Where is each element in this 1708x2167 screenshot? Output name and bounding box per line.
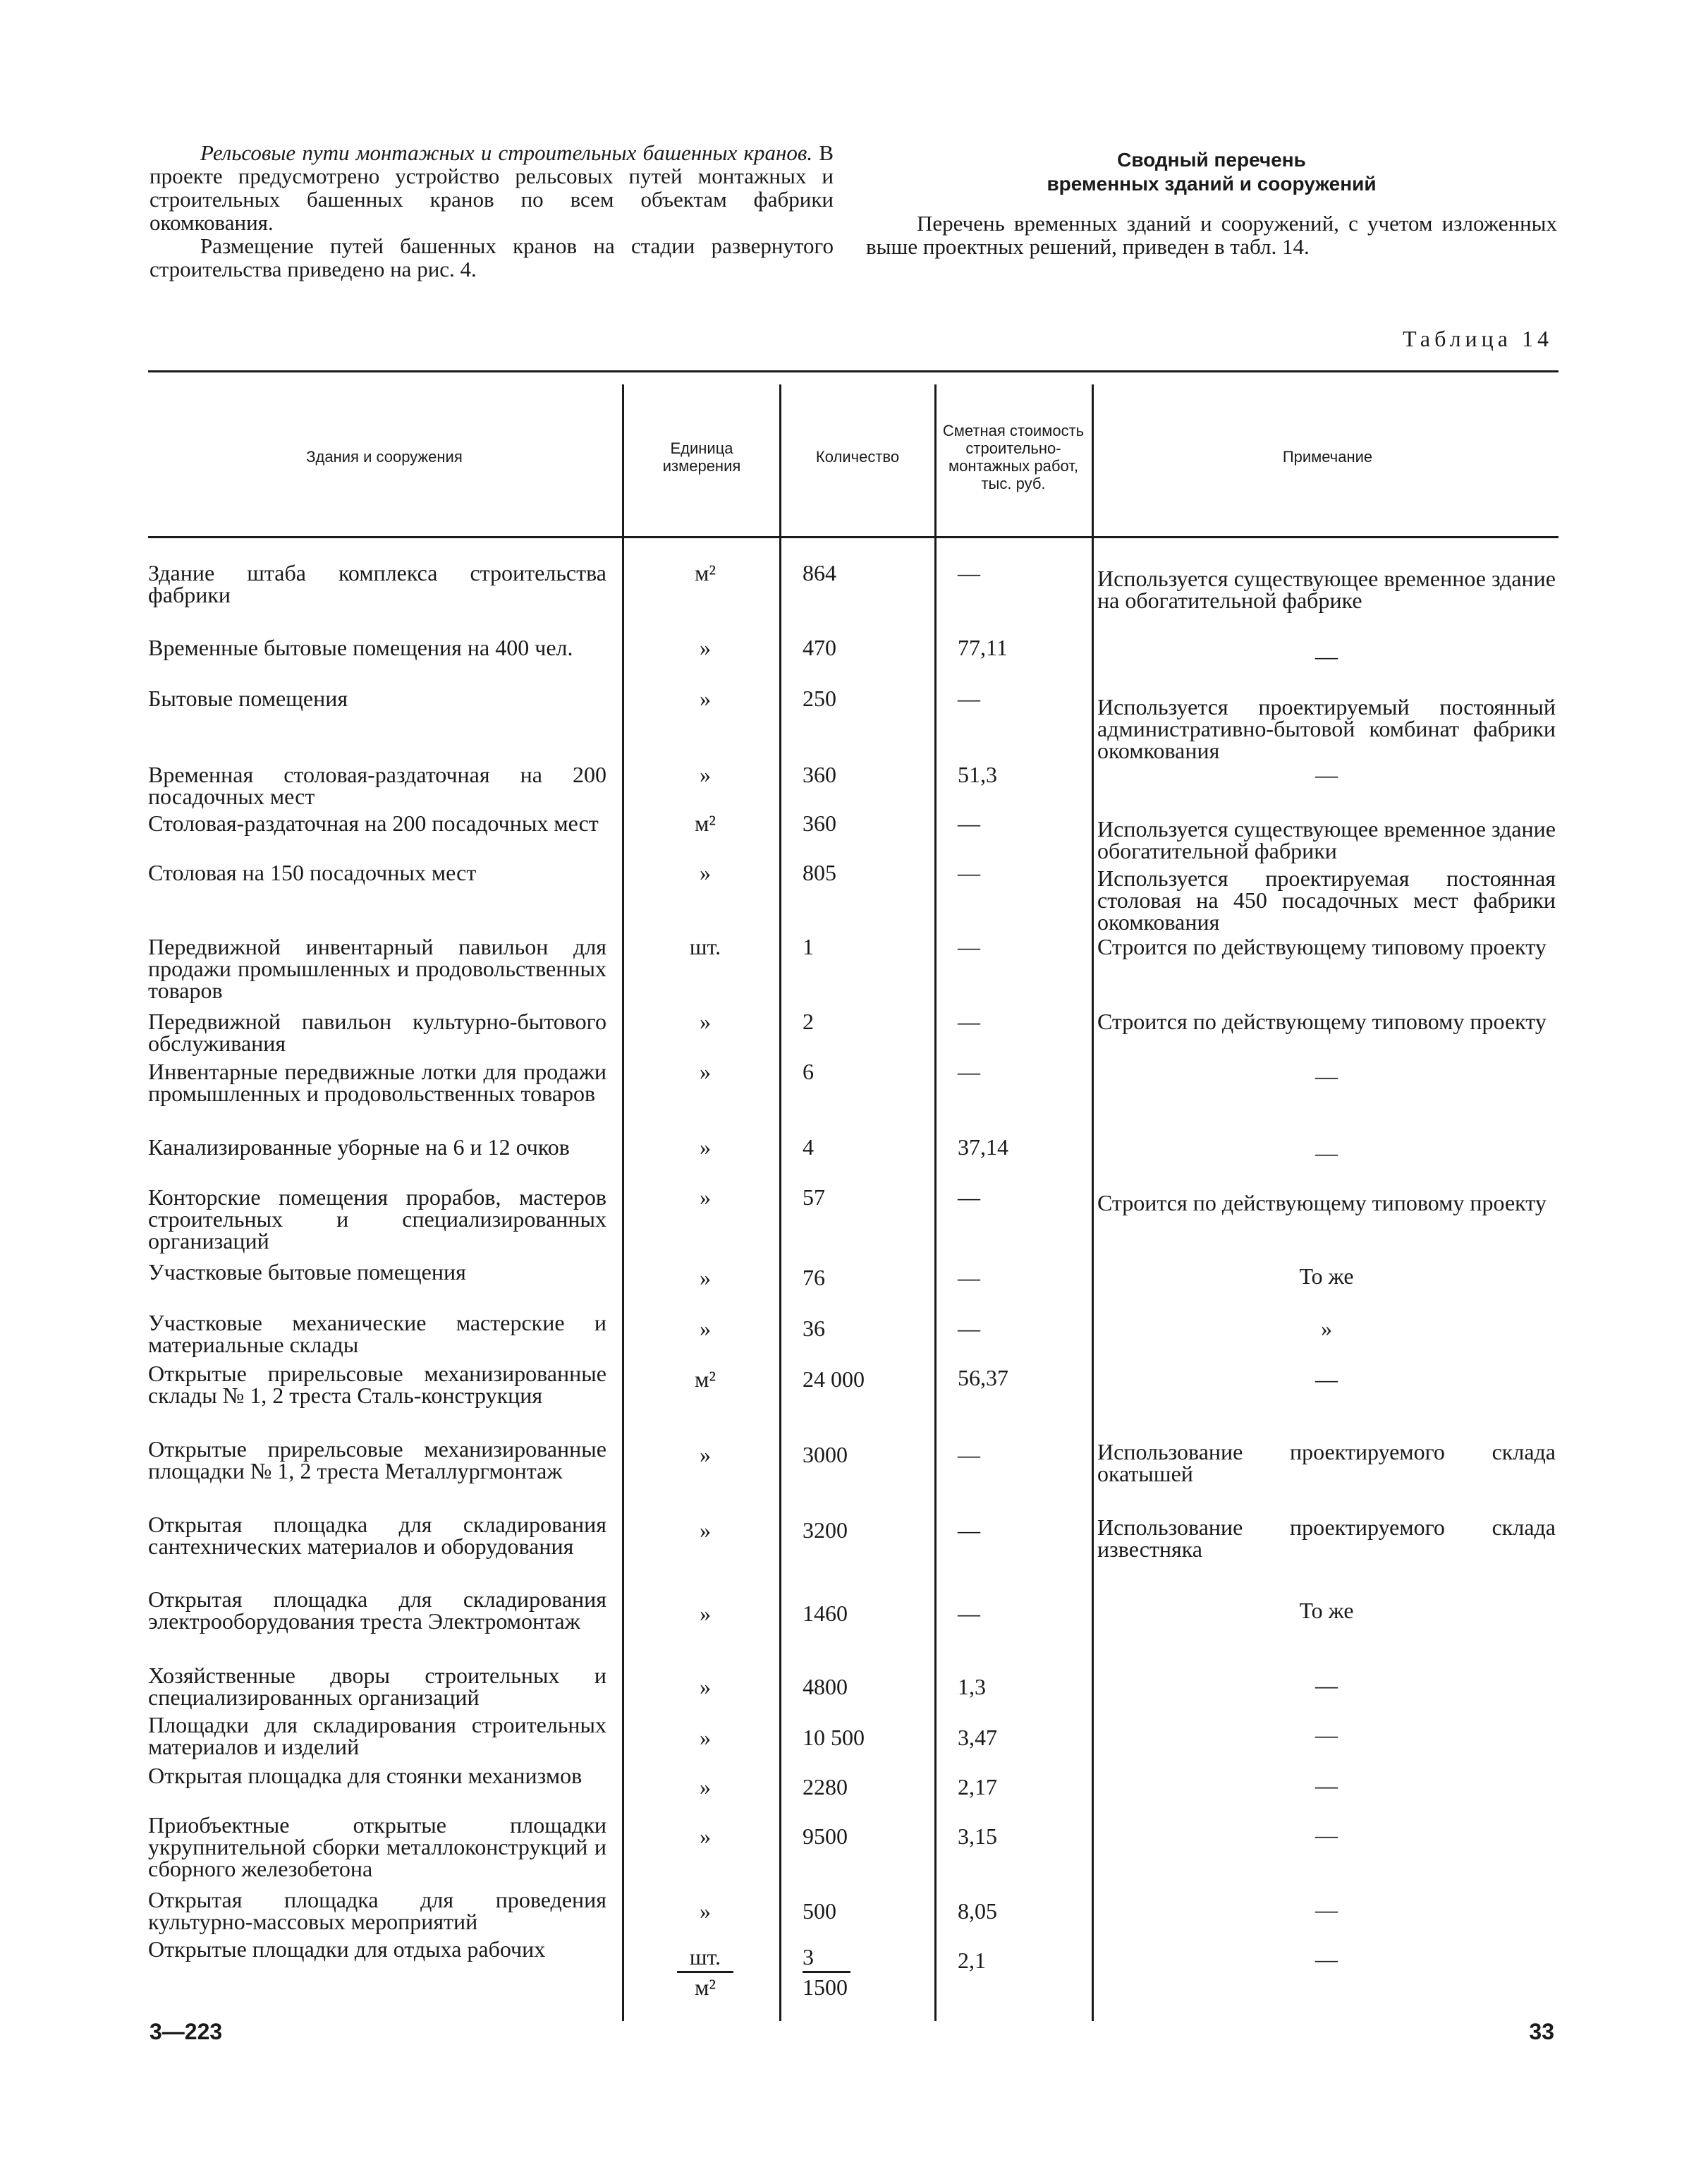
- summary-heading-line2: временных зданий и сооружений: [1047, 173, 1377, 195]
- cell-qty: 4800: [803, 1674, 848, 1699]
- cell-qty: 4: [803, 1134, 814, 1160]
- cell-cost: 2,1: [958, 1948, 986, 1973]
- cell-name: Инвентарные передвижные лотки для продажи промышленных и продовольственных товаров: [148, 1059, 606, 1106]
- cell-qty: 500: [803, 1898, 836, 1924]
- cell-unit: »: [700, 1134, 711, 1160]
- cell-name: Открытые прирельсовые механизированные склады № 1, 2 треста Сталь-конструкция: [148, 1361, 606, 1408]
- cell-name: Бытовые помещения: [148, 686, 348, 711]
- cell-cost: 8,05: [958, 1898, 997, 1924]
- cell-qty: 57: [803, 1184, 825, 1210]
- page-number: 33: [1529, 2019, 1554, 2044]
- cell-note: Использование проектируемого склада окатышей: [1097, 1439, 1556, 1486]
- cell-qty: 1460: [803, 1601, 848, 1626]
- crane-rails-title: Рельсовые пути монтажных и строительных башенных кранов.: [200, 140, 813, 165]
- cell-cost: —: [958, 1517, 980, 1543]
- right-text-column: [866, 148, 1557, 258]
- cell-qty: 250: [803, 686, 836, 711]
- cell-unit: »: [700, 1184, 711, 1210]
- cell-name: Открытая площадка для складирования электрооборудования треста Электромонтаж: [148, 1586, 606, 1634]
- cell-name: Временная столовая-раздаточная на 200 посадочных мест: [148, 762, 606, 809]
- cell-unit: »: [700, 1316, 711, 1341]
- header-qty: Количество: [815, 448, 900, 466]
- cell-name: Канализированные уборные на 6 и 12 очков: [148, 1134, 570, 1160]
- cell-note: —: [1315, 1140, 1338, 1165]
- cell-note: Используется существующее временное здание обогатительной фабрики: [1097, 816, 1556, 863]
- cell-cost: —: [958, 560, 980, 585]
- cell-cost: —: [958, 860, 980, 885]
- left-text-column: [150, 141, 834, 281]
- cell-unit: »: [700, 860, 711, 885]
- cell-name: Открытая площадка для стоянки механизмов: [148, 1763, 582, 1788]
- cell-note: »: [1321, 1316, 1332, 1341]
- summary-intro: Перечень временных зданий и сооружений, с учетом изложенных выше проектных решений, приведен в табл. 14.: [866, 211, 1557, 259]
- cell-name: Площадки для складирования строительных материалов и изделий: [148, 1712, 606, 1759]
- cell-unit: »: [700, 635, 711, 660]
- cell-note: —: [1315, 1366, 1338, 1392]
- cell-cost: 1,3: [958, 1674, 986, 1699]
- cell-qty: 3000: [803, 1442, 848, 1467]
- column-divider-4: [1092, 384, 1094, 2021]
- cell-qty: 1: [803, 934, 814, 959]
- cell-qty: 3200: [803, 1517, 848, 1543]
- cell-unit: »: [700, 762, 711, 787]
- cell-note: —: [1315, 1773, 1338, 1798]
- cell-qty: 9500: [803, 1823, 848, 1849]
- cell-qty: 6: [803, 1059, 814, 1084]
- unit-bottom: м²: [695, 1974, 716, 2000]
- cell-note: —: [1315, 643, 1338, 669]
- unit-top: шт.: [677, 1943, 733, 1973]
- cell-cost: 77,11: [958, 635, 1008, 660]
- cell-note: Используется проектируемый постоянный административно-бытовой комбинат фабрики окомкования: [1097, 694, 1556, 763]
- cell-note: То же: [1299, 1263, 1354, 1289]
- cell-qty: 2: [803, 1009, 814, 1034]
- cell-note: —: [1315, 1946, 1338, 1972]
- cell-unit: »: [700, 1674, 711, 1699]
- cell-qty: 10 500: [803, 1725, 865, 1750]
- cell-name: Открытые прирельсовые механизированные площадки № 1, 2 треста Металлургмонтаж: [148, 1436, 606, 1483]
- cell-name: Участковые бытовые помещения: [148, 1259, 466, 1285]
- cell-cost: —: [958, 1059, 980, 1084]
- cell-note: —: [1315, 1822, 1338, 1847]
- crane-rails-text: В проекте предусмотрено устройство рельсовых путей монтажных и строительных башенных кранов по всем объектам фабрики окомкования.: [150, 140, 834, 235]
- cell-unit: »: [700, 1265, 711, 1290]
- cell-cost: —: [958, 686, 980, 711]
- column-divider-1: [622, 384, 624, 2021]
- cell-unit: м²: [695, 1366, 716, 1392]
- cell-name: Участковые механические мастерские и материальные склады: [148, 1310, 606, 1357]
- cell-unit: »: [700, 1009, 711, 1034]
- cell-note: Строится по действующему типовому проекту: [1097, 1190, 1547, 1215]
- cell-note: Строится по действующему типовому проекту: [1097, 1009, 1547, 1034]
- cell-note: Используется существующее временное здание на обогатительной фабрике: [1097, 566, 1556, 613]
- cell-name: Временные бытовые помещения на 400 чел.: [148, 635, 573, 660]
- cell-name: Столовая-раздаточная на 200 посадочных мест: [148, 811, 599, 836]
- header-cost: Сметная стоимость строительно-монтажных работ, тыс. руб.: [942, 421, 1085, 492]
- cell-unit: »: [700, 1059, 711, 1084]
- table-header-rule: [148, 536, 1558, 538]
- cell-cost: —: [958, 811, 980, 836]
- cell-qty: 864: [803, 560, 836, 585]
- cell-cost: 3,15: [958, 1823, 997, 1849]
- qty-bottom: 1500: [803, 1974, 848, 2000]
- cell-note: —: [1315, 1897, 1338, 1922]
- cell-cost: —: [958, 1009, 980, 1034]
- cell-unit: »: [700, 686, 711, 711]
- cell-unit: »: [700, 1442, 711, 1467]
- cell-cost: 2,17: [958, 1774, 997, 1799]
- cell-unit-fraction: [628, 1943, 783, 2001]
- cell-qty: 360: [803, 762, 836, 787]
- footer-signature: 3—223: [150, 2019, 223, 2044]
- cell-cost: —: [958, 1265, 980, 1290]
- cell-name: Столовая на 150 посадочных мест: [148, 860, 477, 885]
- cell-unit: »: [700, 1517, 711, 1543]
- cell-unit: »: [700, 1774, 711, 1799]
- cell-qty: 2280: [803, 1774, 848, 1799]
- cell-qty: 24 000: [803, 1366, 865, 1392]
- cell-qty: 76: [803, 1265, 825, 1290]
- cell-name: Конторские помещения прорабов, мастеров строительных и специализированных организаций: [148, 1184, 606, 1254]
- cell-cost: 51,3: [958, 762, 997, 787]
- cell-name: Передвижной павильон культурно-бытового обслуживания: [148, 1009, 606, 1056]
- cell-name: Передвижной инвентарный павильон для продажи промышленных и продовольственных товаров: [148, 934, 606, 1003]
- cell-unit: м²: [695, 560, 716, 585]
- header-unit: Единица измерения: [662, 439, 741, 475]
- header-note: Примечание: [1282, 448, 1373, 466]
- table-top-rule: [148, 370, 1558, 372]
- cell-cost: 37,14: [958, 1134, 1008, 1160]
- cell-cost: —: [958, 934, 980, 959]
- cell-name: Приобъектные открытые площадки укрупнительной сборки металлоконструкций и сборного железобетона: [148, 1812, 606, 1881]
- summary-heading: [866, 148, 1557, 196]
- cell-cost: —: [958, 1184, 980, 1210]
- cell-cost: —: [958, 1601, 980, 1626]
- cell-unit: м²: [695, 811, 716, 836]
- crane-placement-paragraph: Размещение путей башенных кранов на стадии развернутого строительства приведено на рис. 4.: [150, 233, 834, 281]
- cell-qty: 36: [803, 1316, 825, 1341]
- cell-unit: »: [700, 1725, 711, 1750]
- summary-heading-line1: Сводный перечень: [1117, 149, 1306, 171]
- cell-note: —: [1315, 1063, 1338, 1088]
- cell-note: Использование проектируемого склада известняка: [1097, 1515, 1556, 1562]
- cell-qty: 470: [803, 635, 836, 660]
- cell-unit: »: [700, 1823, 711, 1849]
- cell-note: Используется проектируемая постоянная столовая на 450 посадочных мест фабрики окомкования: [1097, 866, 1556, 935]
- cell-cost: 3,47: [958, 1725, 997, 1750]
- cell-cost: —: [958, 1442, 980, 1467]
- cell-note: —: [1315, 1673, 1338, 1698]
- cell-unit: шт.: [689, 934, 721, 959]
- cell-name: Открытые площадки для отдыха рабочих: [148, 1936, 546, 1962]
- cell-note: То же: [1299, 1598, 1354, 1623]
- cell-unit: »: [700, 1898, 711, 1924]
- cell-name: Открытая площадка для проведения культурно-массовых мероприятий: [148, 1887, 606, 1934]
- cell-qty: 805: [803, 860, 836, 885]
- cell-qty-fraction: [803, 1943, 944, 2001]
- header-name: Здания и сооружения: [306, 448, 463, 466]
- cell-cost: 56,37: [958, 1365, 1008, 1390]
- cell-note: —: [1315, 1722, 1338, 1747]
- table-caption: Таблица 14: [1403, 326, 1553, 351]
- cell-name: Открытая площадка для складирования сантехнических материалов и оборудования: [148, 1512, 606, 1559]
- cell-qty: 360: [803, 811, 836, 836]
- cell-note: Строится по действующему типовому проекту: [1097, 934, 1547, 959]
- cell-note: —: [1315, 762, 1338, 787]
- cell-name: Хозяйственные дворы строительных и специализированных организаций: [148, 1663, 606, 1710]
- cell-unit: »: [700, 1601, 711, 1626]
- qty-top: 3: [803, 1943, 850, 1973]
- cell-name: Здание штаба комплекса строительства фабрики: [148, 560, 606, 607]
- crane-rails-paragraph: [150, 141, 834, 234]
- cell-cost: —: [958, 1316, 980, 1341]
